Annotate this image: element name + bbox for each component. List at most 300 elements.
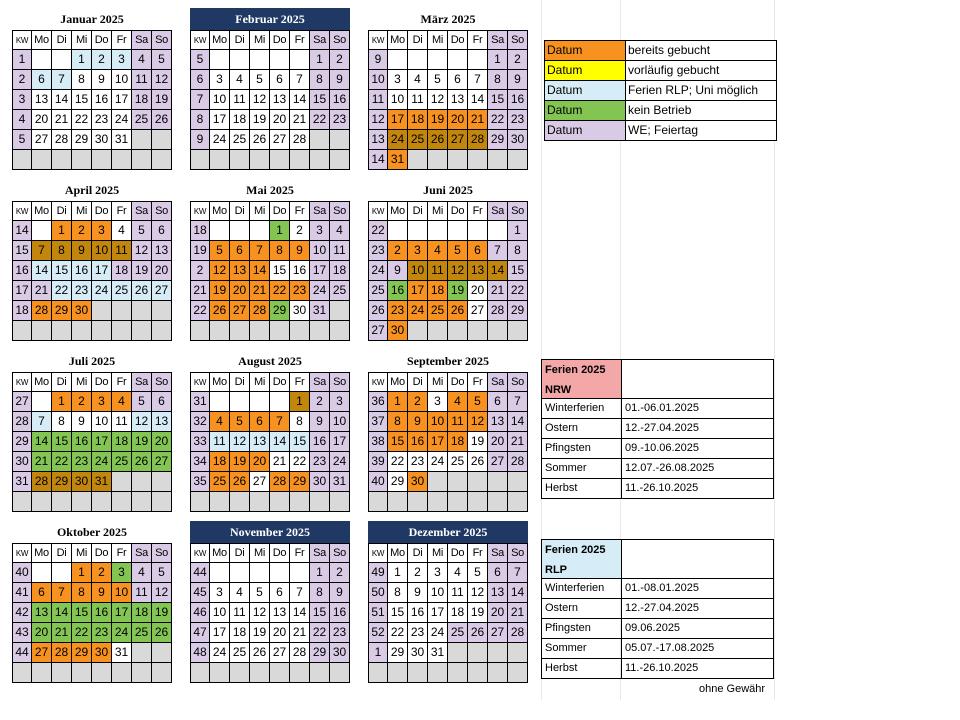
- day-cell: 2: [290, 221, 310, 241]
- day-cell: [132, 643, 152, 663]
- week-number: 12: [368, 110, 388, 130]
- day-cell: 16: [408, 603, 428, 623]
- day-cell: 1: [388, 563, 408, 583]
- day-cell: [468, 150, 488, 170]
- day-cell: 26: [230, 472, 250, 492]
- month-title: Januar 2025: [12, 8, 172, 30]
- weekday-header: Mi: [72, 543, 92, 563]
- day-cell: 29: [290, 472, 310, 492]
- day-cell: 26: [152, 623, 172, 643]
- day-cell: 27: [32, 643, 52, 663]
- day-cell: [250, 492, 270, 512]
- day-cell: [448, 492, 468, 512]
- day-cell: 16: [330, 90, 350, 110]
- day-cell: 1: [388, 392, 408, 412]
- day-cell: 5: [448, 241, 468, 261]
- day-cell: [210, 150, 230, 170]
- day-cell: [230, 563, 250, 583]
- day-cell: [92, 301, 112, 321]
- legend-row: [544, 121, 778, 141]
- day-cell: 24: [210, 643, 230, 663]
- holiday-dates: 12.07.-26.08.2025: [621, 458, 774, 479]
- day-cell: 23: [72, 452, 92, 472]
- day-cell: 8: [72, 70, 92, 90]
- day-cell: [428, 50, 448, 70]
- day-cell: 18: [112, 261, 132, 281]
- week-number: 21: [190, 281, 210, 301]
- weekday-header: Mo: [32, 372, 52, 392]
- day-cell: 22: [290, 452, 310, 472]
- day-cell: 25: [112, 452, 132, 472]
- week-number: 8: [190, 110, 210, 130]
- day-cell: 26: [468, 623, 488, 643]
- day-cell: 30: [330, 643, 350, 663]
- day-cell: 5: [468, 392, 488, 412]
- day-cell: 18: [408, 110, 428, 130]
- day-cell: 31: [112, 643, 132, 663]
- day-cell: [230, 50, 250, 70]
- day-cell: 9: [408, 583, 428, 603]
- day-cell: 28: [270, 472, 290, 492]
- week-number: 40: [12, 563, 32, 583]
- day-cell: [112, 150, 132, 170]
- day-cell: 10: [428, 412, 448, 432]
- day-cell: 28: [32, 301, 52, 321]
- day-cell: [92, 321, 112, 341]
- weekday-header: Sa: [132, 543, 152, 563]
- day-cell: 28: [468, 130, 488, 150]
- day-cell: 2: [92, 563, 112, 583]
- day-cell: [428, 321, 448, 341]
- weekday-header: Do: [270, 372, 290, 392]
- day-cell: 13: [448, 90, 468, 110]
- day-cell: [210, 221, 230, 241]
- day-cell: [72, 663, 92, 683]
- month-1: [190, 8, 350, 170]
- day-cell: 23: [408, 623, 428, 643]
- day-cell: 5: [210, 241, 230, 261]
- weekday-header: Do: [448, 543, 468, 563]
- day-cell: 14: [52, 603, 72, 623]
- day-cell: 14: [508, 412, 528, 432]
- day-cell: 6: [250, 412, 270, 432]
- day-cell: 13: [488, 412, 508, 432]
- day-cell: 8: [388, 412, 408, 432]
- day-cell: 2: [72, 392, 92, 412]
- week-number: 47: [190, 623, 210, 643]
- day-cell: [32, 663, 52, 683]
- day-cell: 31: [112, 130, 132, 150]
- day-cell: [448, 150, 468, 170]
- day-cell: [448, 50, 468, 70]
- day-cell: 18: [112, 432, 132, 452]
- day-cell: [132, 663, 152, 683]
- day-cell: 2: [408, 392, 428, 412]
- holiday-dates: 12.-27.04.2025: [621, 418, 774, 439]
- weekday-header: Mi: [72, 30, 92, 50]
- weekday-header: Di: [52, 372, 72, 392]
- day-cell: 20: [488, 603, 508, 623]
- day-cell: 6: [270, 70, 290, 90]
- day-cell: 18: [230, 623, 250, 643]
- weekday-header: Di: [230, 201, 250, 221]
- day-cell: 29: [310, 643, 330, 663]
- month-4: [190, 179, 350, 341]
- day-cell: 19: [428, 110, 448, 130]
- day-cell: [32, 492, 52, 512]
- day-cell: 26: [132, 452, 152, 472]
- week-number: 16: [12, 261, 32, 281]
- day-cell: [508, 321, 528, 341]
- day-cell: 17: [330, 432, 350, 452]
- week-number: [190, 663, 210, 683]
- weekday-header: Sa: [132, 201, 152, 221]
- day-cell: 8: [310, 70, 330, 90]
- week-number: 1: [12, 50, 32, 70]
- day-cell: 24: [112, 110, 132, 130]
- day-cell: [290, 492, 310, 512]
- day-cell: [152, 663, 172, 683]
- month-grid: [190, 201, 350, 341]
- day-cell: 28: [508, 452, 528, 472]
- legend-swatch: Datum: [544, 40, 626, 61]
- day-cell: 1: [310, 50, 330, 70]
- day-cell: [92, 150, 112, 170]
- day-cell: [32, 50, 52, 70]
- day-cell: 11: [210, 432, 230, 452]
- day-cell: 8: [52, 412, 72, 432]
- weekday-header: Sa: [310, 372, 330, 392]
- weekday-header: KW: [190, 201, 210, 221]
- day-cell: 13: [32, 90, 52, 110]
- weekday-header: KW: [12, 30, 32, 50]
- day-cell: 5: [250, 583, 270, 603]
- legend-row: [544, 81, 778, 101]
- day-cell: 2: [330, 563, 350, 583]
- day-cell: 17: [92, 261, 112, 281]
- day-cell: 17: [112, 90, 132, 110]
- day-cell: 15: [72, 603, 92, 623]
- day-cell: [508, 150, 528, 170]
- day-cell: 27: [488, 623, 508, 643]
- day-cell: 30: [388, 321, 408, 341]
- weekday-header: So: [508, 543, 528, 563]
- day-cell: 24: [210, 130, 230, 150]
- holiday-name: Winterferien: [541, 398, 622, 419]
- day-cell: 25: [112, 281, 132, 301]
- day-cell: [230, 221, 250, 241]
- day-cell: 19: [132, 261, 152, 281]
- day-cell: 14: [488, 261, 508, 281]
- holiday-name: Sommer: [541, 638, 622, 659]
- day-cell: 18: [330, 261, 350, 281]
- holiday-table-0: [541, 359, 775, 499]
- day-cell: 15: [52, 432, 72, 452]
- month-7: [190, 350, 350, 512]
- day-cell: 8: [488, 70, 508, 90]
- week-number: 49: [368, 563, 388, 583]
- day-cell: 20: [152, 432, 172, 452]
- weekday-header: Mo: [32, 201, 52, 221]
- day-cell: 3: [408, 241, 428, 261]
- day-cell: 24: [92, 281, 112, 301]
- day-cell: 2: [92, 50, 112, 70]
- weekday-header: KW: [368, 201, 388, 221]
- day-cell: 11: [230, 90, 250, 110]
- day-cell: 30: [72, 472, 92, 492]
- month-grid: [368, 201, 528, 341]
- holiday-name: Herbst: [541, 658, 622, 679]
- day-cell: [52, 563, 72, 583]
- day-cell: 21: [468, 110, 488, 130]
- weekday-header: Di: [408, 543, 428, 563]
- week-number: 41: [12, 583, 32, 603]
- week-number: 17: [12, 281, 32, 301]
- weekday-header: Do: [448, 201, 468, 221]
- day-cell: 25: [448, 452, 468, 472]
- legend-swatch: Datum: [544, 100, 626, 121]
- day-cell: 4: [132, 563, 152, 583]
- month-title: September 2025: [368, 350, 528, 372]
- day-cell: 27: [152, 281, 172, 301]
- day-cell: [508, 472, 528, 492]
- legend-label: WE; Feiertag: [625, 120, 777, 141]
- day-cell: 6: [152, 392, 172, 412]
- day-cell: [428, 221, 448, 241]
- month-title: Dezember 2025: [368, 521, 528, 543]
- month-9: [12, 521, 172, 683]
- day-cell: 9: [92, 70, 112, 90]
- day-cell: [488, 663, 508, 683]
- week-number: 22: [190, 301, 210, 321]
- day-cell: 26: [250, 130, 270, 150]
- day-cell: 1: [270, 221, 290, 241]
- day-cell: 13: [270, 603, 290, 623]
- day-cell: 20: [32, 110, 52, 130]
- day-cell: 24: [92, 452, 112, 472]
- day-cell: 3: [330, 392, 350, 412]
- weekday-header: Mo: [210, 543, 230, 563]
- day-cell: 10: [112, 70, 132, 90]
- day-cell: 12: [468, 583, 488, 603]
- day-cell: 15: [310, 90, 330, 110]
- day-cell: [230, 492, 250, 512]
- holiday-row: [541, 399, 775, 419]
- day-cell: 9: [408, 412, 428, 432]
- day-cell: 17: [310, 261, 330, 281]
- weekday-header: Do: [448, 372, 468, 392]
- day-cell: [310, 492, 330, 512]
- day-cell: [330, 130, 350, 150]
- day-cell: 1: [488, 50, 508, 70]
- day-cell: 17: [210, 110, 230, 130]
- day-cell: [408, 321, 428, 341]
- day-cell: [330, 321, 350, 341]
- day-cell: 23: [92, 110, 112, 130]
- day-cell: 4: [210, 412, 230, 432]
- week-number: 51: [368, 603, 388, 623]
- day-cell: [468, 50, 488, 70]
- month-title: Oktober 2025: [12, 521, 172, 543]
- week-number: 9: [190, 130, 210, 150]
- holiday-head-blank: [621, 359, 774, 399]
- day-cell: 26: [468, 452, 488, 472]
- day-cell: [428, 492, 448, 512]
- week-number: 24: [368, 261, 388, 281]
- month-title: August 2025: [190, 350, 350, 372]
- day-cell: 25: [448, 623, 468, 643]
- weekday-header: So: [330, 543, 350, 563]
- day-cell: 27: [448, 130, 468, 150]
- week-number: 22: [368, 221, 388, 241]
- weekday-header: Mi: [250, 372, 270, 392]
- weekday-header: Fr: [112, 543, 132, 563]
- month-title: Februar 2025: [190, 8, 350, 30]
- day-cell: 1: [72, 50, 92, 70]
- week-number: 25: [368, 281, 388, 301]
- day-cell: 2: [310, 392, 330, 412]
- day-cell: [210, 392, 230, 412]
- day-cell: [210, 50, 230, 70]
- day-cell: 7: [508, 392, 528, 412]
- weekday-header: Do: [92, 201, 112, 221]
- day-cell: [408, 150, 428, 170]
- week-number: [12, 321, 32, 341]
- month-grid: [368, 30, 528, 170]
- week-number: 26: [368, 301, 388, 321]
- month-title: März 2025: [368, 8, 528, 30]
- day-cell: 6: [32, 583, 52, 603]
- day-cell: 25: [230, 643, 250, 663]
- weekday-header: Mo: [32, 30, 52, 50]
- legend-row: [544, 101, 778, 121]
- weekday-header: Sa: [488, 372, 508, 392]
- weekday-header: So: [330, 30, 350, 50]
- day-cell: [152, 643, 172, 663]
- day-cell: 30: [508, 130, 528, 150]
- day-cell: 11: [428, 261, 448, 281]
- day-cell: 23: [92, 623, 112, 643]
- day-cell: 14: [250, 261, 270, 281]
- day-cell: [388, 492, 408, 512]
- weekday-header: Mo: [210, 30, 230, 50]
- day-cell: [52, 321, 72, 341]
- day-cell: [230, 150, 250, 170]
- day-cell: 11: [330, 241, 350, 261]
- day-cell: 24: [112, 623, 132, 643]
- day-cell: 16: [290, 261, 310, 281]
- day-cell: 26: [210, 301, 230, 321]
- day-cell: [250, 221, 270, 241]
- day-cell: 21: [488, 281, 508, 301]
- day-cell: 23: [330, 110, 350, 130]
- weekday-header: Do: [92, 30, 112, 50]
- day-cell: 7: [290, 70, 310, 90]
- day-cell: [290, 563, 310, 583]
- day-cell: 20: [270, 110, 290, 130]
- day-cell: 13: [468, 261, 488, 281]
- day-cell: 22: [52, 452, 72, 472]
- day-cell: 12: [250, 603, 270, 623]
- day-cell: 19: [152, 90, 172, 110]
- holiday-row: [541, 439, 775, 459]
- day-cell: 18: [132, 603, 152, 623]
- week-number: 18: [190, 221, 210, 241]
- day-cell: [448, 663, 468, 683]
- day-cell: 20: [468, 281, 488, 301]
- day-cell: [250, 50, 270, 70]
- day-cell: 6: [488, 392, 508, 412]
- weekday-header: Mi: [250, 30, 270, 50]
- holiday-name: Herbst: [541, 478, 622, 499]
- day-cell: [448, 221, 468, 241]
- week-number: [368, 492, 388, 512]
- day-cell: 13: [270, 90, 290, 110]
- week-number: 40: [368, 472, 388, 492]
- day-cell: 23: [290, 281, 310, 301]
- day-cell: 7: [32, 412, 52, 432]
- day-cell: 28: [52, 643, 72, 663]
- day-cell: 16: [72, 432, 92, 452]
- day-cell: 7: [488, 241, 508, 261]
- day-cell: 16: [72, 261, 92, 281]
- holiday-dates: 11.-26.10.2025: [621, 658, 774, 679]
- day-cell: 30: [290, 301, 310, 321]
- day-cell: [508, 663, 528, 683]
- day-cell: [270, 50, 290, 70]
- day-cell: 30: [92, 643, 112, 663]
- day-cell: 9: [92, 583, 112, 603]
- holiday-table-title: [541, 359, 622, 399]
- day-cell: [408, 221, 428, 241]
- weekday-header: Sa: [132, 372, 152, 392]
- day-cell: [488, 472, 508, 492]
- day-cell: 17: [408, 281, 428, 301]
- day-cell: [152, 301, 172, 321]
- day-cell: [32, 321, 52, 341]
- holiday-head-blank: [621, 539, 774, 579]
- day-cell: 19: [250, 623, 270, 643]
- day-cell: 11: [132, 583, 152, 603]
- month-title: November 2025: [190, 521, 350, 543]
- day-cell: [152, 150, 172, 170]
- day-cell: 10: [92, 241, 112, 261]
- month-grid: [368, 543, 528, 683]
- day-cell: 12: [428, 90, 448, 110]
- day-cell: [428, 663, 448, 683]
- legend-swatch: Datum: [544, 120, 626, 141]
- day-cell: 13: [230, 261, 250, 281]
- holiday-title-line: RLP: [545, 564, 567, 576]
- day-cell: 9: [72, 412, 92, 432]
- weekday-header: KW: [368, 372, 388, 392]
- day-cell: 16: [388, 281, 408, 301]
- day-cell: 18: [230, 110, 250, 130]
- week-number: 46: [190, 603, 210, 623]
- day-cell: [270, 150, 290, 170]
- legend-label: kein Betrieb: [625, 100, 777, 121]
- holiday-row: [541, 579, 775, 599]
- month-11: [368, 521, 528, 683]
- holiday-name: Winterferien: [541, 578, 622, 599]
- week-number: 9: [368, 50, 388, 70]
- week-number: 42: [12, 603, 32, 623]
- day-cell: 14: [468, 90, 488, 110]
- holiday-dates: 11.-26.10.2025: [621, 478, 774, 499]
- weekday-header: Sa: [310, 201, 330, 221]
- weekday-header: KW: [12, 372, 32, 392]
- day-cell: 28: [250, 301, 270, 321]
